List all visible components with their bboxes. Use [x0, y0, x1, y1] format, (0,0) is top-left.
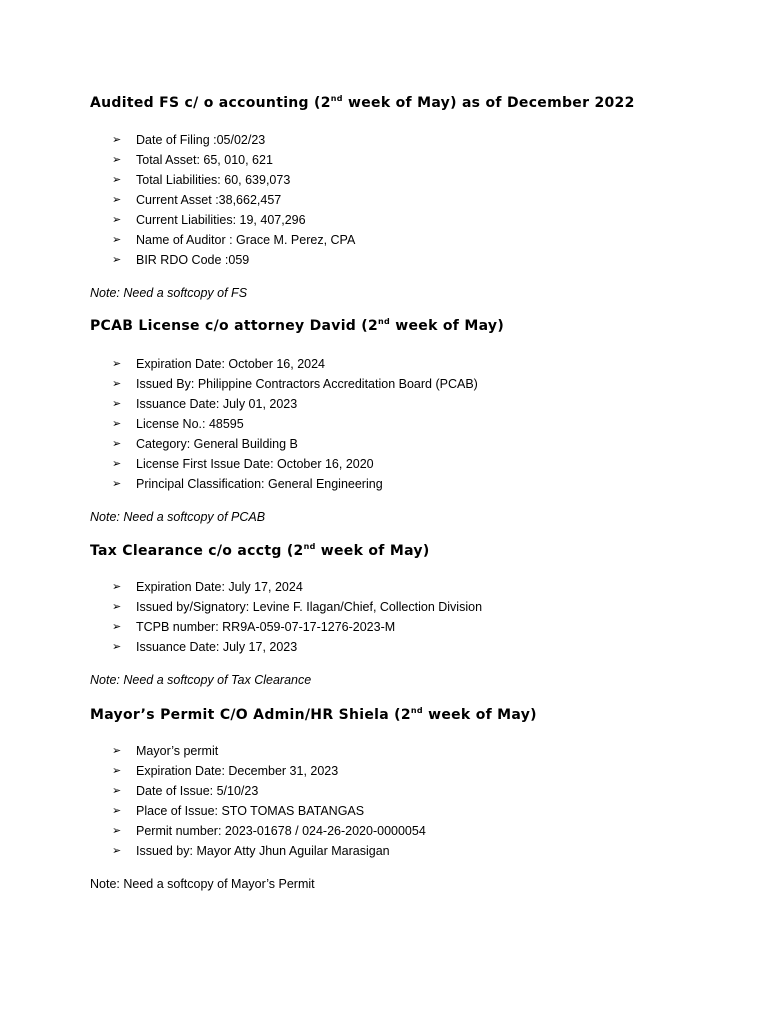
- list-item: [112, 374, 478, 394]
- arrow-bullet-icon: ➢: [112, 825, 122, 837]
- arrow-bullet-icon: ➢: [112, 438, 122, 450]
- arrow-bullet-icon: ➢: [112, 765, 122, 777]
- list-item: [112, 354, 478, 374]
- list-item-text: License No.: 48595: [136, 417, 244, 431]
- arrow-bullet-icon: ➢: [112, 174, 122, 186]
- arrow-bullet-icon: ➢: [112, 601, 122, 613]
- arrow-bullet-icon: ➢: [112, 398, 122, 410]
- arrow-bullet-icon: ➢: [112, 154, 122, 166]
- list-item-text: Current Asset :38,662,457: [136, 193, 282, 207]
- arrow-bullet-icon: ➢: [112, 458, 122, 470]
- arrow-bullet-icon: ➢: [112, 134, 122, 146]
- heading-text: week of May): [390, 318, 505, 334]
- section-heading-mayors-permit: [90, 707, 537, 723]
- list-item-text: TCPB number: RR9A-059-07-17-1276-2023-M: [136, 620, 396, 634]
- section-heading-audited-fs: [90, 95, 635, 111]
- list-item: [112, 190, 355, 210]
- list-item-text: Date of Issue: 5/10/23: [136, 784, 259, 798]
- list-item: [112, 781, 426, 801]
- arrow-bullet-icon: ➢: [112, 641, 122, 653]
- note-mayors-permit: Note: Need a softcopy of Mayor’s Permit: [90, 877, 315, 891]
- list-item-text: Mayor’s permit: [136, 744, 219, 758]
- list-item: [112, 414, 478, 434]
- heading-text: week of May): [315, 543, 430, 559]
- list-item: [112, 841, 426, 861]
- arrow-bullet-icon: ➢: [112, 745, 122, 757]
- list-item-text: Expiration Date: October 16, 2024: [136, 357, 326, 371]
- heading-superscript: nd: [410, 706, 423, 715]
- list-item: [112, 761, 426, 781]
- list-item-text: Issued By: Philippine Contractors Accreditation Board (PCAB): [136, 377, 478, 391]
- section-heading-tax-clearance: [90, 543, 430, 559]
- list-item: [112, 230, 355, 250]
- heading-superscript: nd: [378, 317, 391, 326]
- heading-text: PCAB License c/o attorney David (2: [90, 318, 379, 334]
- arrow-bullet-icon: ➢: [112, 785, 122, 797]
- arrow-bullet-icon: ➢: [112, 478, 122, 490]
- arrow-bullet-icon: ➢: [112, 234, 122, 246]
- heading-superscript: nd: [303, 542, 316, 551]
- heading-superscript: nd: [330, 94, 343, 103]
- heading-text: week of May): [422, 707, 537, 723]
- list-item-text: Permit number: 2023-01678 / 024-26-2020-0000054: [136, 824, 426, 838]
- list-item: [112, 454, 478, 474]
- list-item-text: Category: General Building B: [136, 437, 298, 451]
- arrow-bullet-icon: ➢: [112, 805, 122, 817]
- list-item: [112, 741, 426, 761]
- arrow-bullet-icon: ➢: [112, 194, 122, 206]
- list-item: [112, 637, 482, 657]
- audited-fs-list: [112, 130, 355, 270]
- heading-text: Mayor’s Permit C/O Admin/HR Shiela (2: [90, 707, 411, 723]
- arrow-bullet-icon: ➢: [112, 358, 122, 370]
- heading-text: Tax Clearance c/o acctg (2: [90, 543, 304, 559]
- list-item: [112, 150, 355, 170]
- list-item: [112, 170, 355, 190]
- mayors-permit-list: [112, 741, 426, 861]
- arrow-bullet-icon: ➢: [112, 254, 122, 266]
- list-item: [112, 821, 426, 841]
- arrow-bullet-icon: ➢: [112, 621, 122, 633]
- list-item-text: Issued by: Mayor Atty Jhun Aguilar Marasigan: [136, 844, 390, 858]
- list-item-text: Total Liabilities: 60, 639,073: [136, 173, 291, 187]
- list-item: [112, 597, 482, 617]
- arrow-bullet-icon: ➢: [112, 378, 122, 390]
- heading-text: Audited FS c/ o accounting (2: [90, 95, 331, 111]
- list-item: [112, 394, 478, 414]
- heading-text: week of May) as of December 2022: [342, 95, 635, 111]
- list-item-text: Total Asset: 65, 010, 621: [136, 153, 273, 167]
- list-item-text: Principal Classification: General Engineering: [136, 477, 383, 491]
- list-item: [112, 474, 478, 494]
- list-item-text: Name of Auditor : Grace M. Perez, CPA: [136, 233, 356, 247]
- arrow-bullet-icon: ➢: [112, 418, 122, 430]
- note-tax-clearance: Note: Need a softcopy of Tax Clearance: [90, 673, 312, 687]
- arrow-bullet-icon: ➢: [112, 845, 122, 857]
- arrow-bullet-icon: ➢: [112, 214, 122, 226]
- pcab-license-list: [112, 354, 478, 494]
- list-item-text: Expiration Date: December 31, 2023: [136, 764, 339, 778]
- list-item: [112, 434, 478, 454]
- list-item: [112, 130, 355, 150]
- arrow-bullet-icon: ➢: [112, 581, 122, 593]
- list-item: [112, 250, 355, 270]
- list-item-text: Issuance Date: July 01, 2023: [136, 397, 298, 411]
- list-item-text: Issuance Date: July 17, 2023: [136, 640, 298, 654]
- list-item-text: Current Liabilities: 19, 407,296: [136, 213, 306, 227]
- list-item: [112, 210, 355, 230]
- list-item: [112, 801, 426, 821]
- list-item-text: Issued by/Signatory: Levine F. Ilagan/Chief, Collection Division: [136, 600, 483, 614]
- list-item-text: License First Issue Date: October 16, 2020: [136, 457, 374, 471]
- note-pcab: Note: Need a softcopy of PCAB: [90, 510, 266, 524]
- list-item-text: Place of Issue: STO TOMAS BATANGAS: [136, 804, 365, 818]
- note-audited-fs: Note: Need a softcopy of FS: [90, 286, 248, 300]
- list-item: [112, 577, 482, 597]
- tax-clearance-list: [112, 577, 482, 657]
- list-item-text: BIR RDO Code :059: [136, 253, 250, 267]
- list-item-text: Date of Filing :05/02/23: [136, 133, 266, 147]
- list-item-text: Expiration Date: July 17, 2024: [136, 580, 303, 594]
- section-heading-pcab-license: [90, 318, 504, 334]
- list-item: [112, 617, 482, 637]
